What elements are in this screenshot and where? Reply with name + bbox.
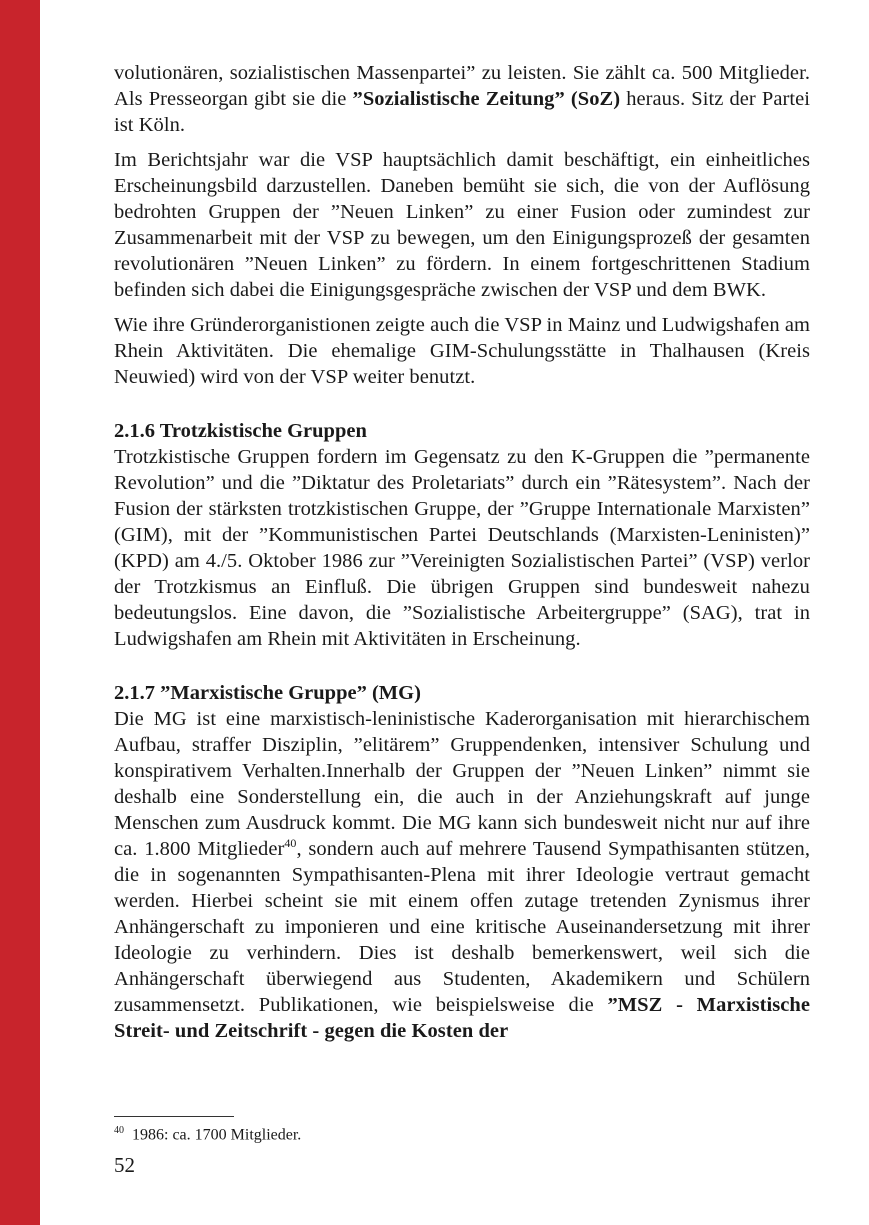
msz-title: ”MSZ - Marxistische Streit- und Zeitschrift - gegen die Kosten der xyxy=(114,994,810,1042)
newspaper-title: ”Sozialistische Zeitung” (SoZ) xyxy=(352,88,621,110)
footnote-text: 1986: ca. 1700 Mitglieder. xyxy=(132,1126,302,1144)
paragraph-mg: Die MG ist eine marxistisch-leninistische Kaderorganisation mit hierarchischem Aufbau, straffer Disziplin, ”elitärem” Gruppendenken, intensiver Schulung und konspirativem Verhalten.Innerhalb der Gruppen der ”Neuen Linken” nimmt sie deshalb eine Sonderstellung ein, die auch in der Anziehungskraft auf junge Menschen zum Ausdruck kommt. Die MG kann sich bundesweit nicht nur auf ihre ca. 1.800 Mitglieder$^{40}$, sondern auch auf mehrere Tausend Sympathisanten stützen, die in sogenannten Sympathisanten-Plena mit ihrer Ideologie vertraut gemacht werden. Hierbei scheint sie mit einem offen zutage tretenden Zynismus ihrer Anhängerschaft zu imponieren und eine kritische Auseinandersetzung mit ihrer Ideologie zu verhindern. Dies ist deshalb bemerkenswert, weil sich die Anhängerschaft überwiegend aus Studenten, Akademikern und Schülern zusammensetzt. Publikationen, wie beispielsweise die ”MSZ - Marxistische Streit- und Zeitschrift - gegen die Kosten der xyxy=(114,708,810,1042)
paragraph-2: Im Berichtsjahr war die VSP hauptsächlich damit beschäftigt, ein einheitliches Erscheinungsbild darzustellen. Daneben bemüht sie sich, die von der Auflösung bedrohten Gruppen der ”Neuen Linken” zu einer Fusion oder zumindest zur Zusammenarbeit mit der VSP zu bewegen, um den Einigungsprozeß der gesamten revolutionären ”Neuen Linken” zu fördern. In einem fortgeschrittenen Stadium befinden sich dabei die Einigungsgespräche zwischen der VSP und dem BWK. xyxy=(114,149,810,301)
heading-2-1-6: 2.1.6 Trotzkistische Gruppen xyxy=(114,420,367,442)
red-spine-strip xyxy=(0,0,40,1225)
footnote xyxy=(114,1120,810,1146)
paragraph-1: volutionären, sozialistischen Massenpartei” zu leisten. Sie zählt ca. 500 Mitglieder. Als Presseorgan gibt sie die ”Sozialistische Zeitung” (SoZ) heraus. Sitz der Partei ist Köln. xyxy=(114,62,810,136)
footnote-number: 40 xyxy=(114,1125,124,1136)
paragraph-3: Wie ihre Gründerorganistionen zeigte auch die VSP in Mainz und Ludwigshafen am Rhein Aktivitäten. Die ehemalige GIM-Schulungsstätte in Thalhausen (Kreis Neuwied) wird von der VSP weiter benutzt. xyxy=(114,314,810,388)
footnote-divider xyxy=(114,1116,234,1117)
paragraph-trotzkist: Trotzkistische Gruppen fordern im Gegensatz zu den K-Gruppen die ”permanente Revolution” und die ”Diktatur des Proletariats” durch ein ”Rätesystem”. Nach der Fusion der stärksten trotzkistischen Gruppe, der ”Gruppe Internationale Marxisten” (GIM), mit der ”Kommunistischen Partei Deutschlands (Marxisten-Leninisten)” (KPD) am 4./5. Oktober 1986 zur ”Vereinigten Sozialistischen Partei” (VSP) verlor der Trotzkismus an Einfluß. Die übrigen Gruppen sind bundesweit nahezu bedeutungslos. Eine davon, die ”Sozialistische Arbeitergruppe” (SAG), trat in Ludwigshafen am Rhein mit Aktivitäten in Erscheinung. xyxy=(114,446,810,650)
page-number: 52 xyxy=(114,1153,135,1177)
heading-2-1-7: 2.1.7 ”Marxistische Gruppe” (MG) xyxy=(114,682,421,704)
footnote-ref: 40 xyxy=(284,836,297,851)
page-body xyxy=(114,60,810,1053)
